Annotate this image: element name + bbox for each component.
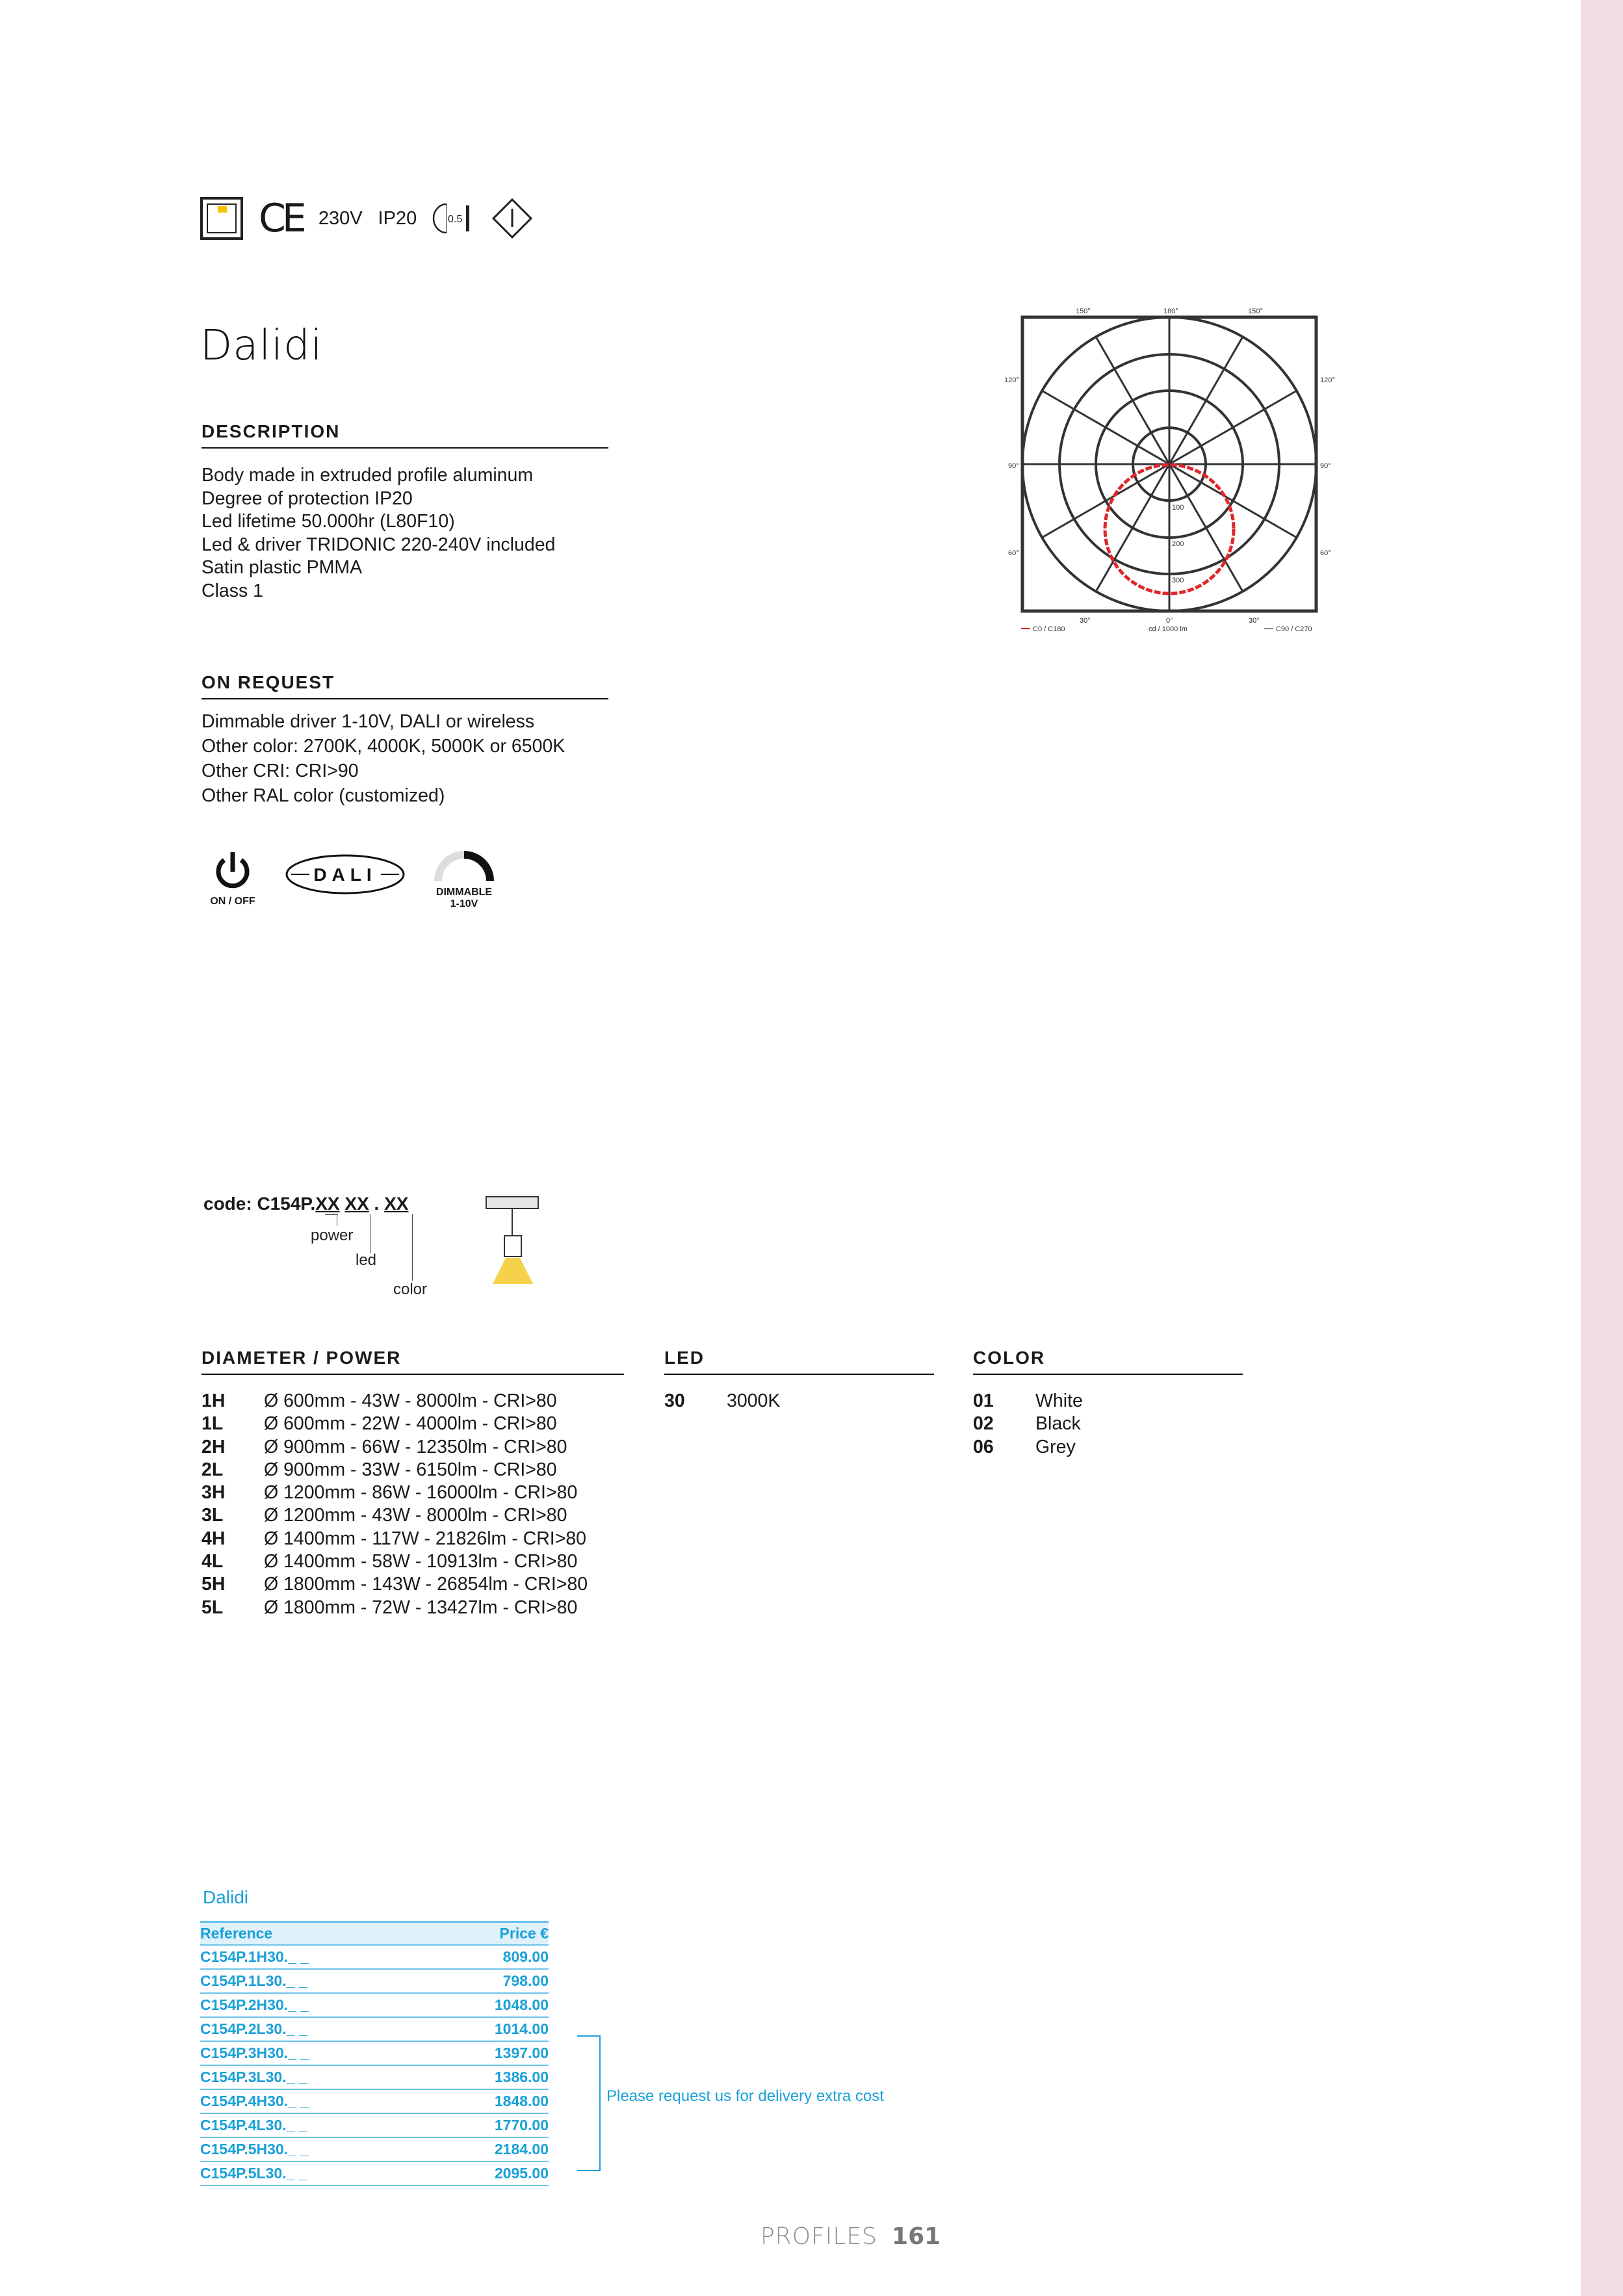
option-desc: Ø 1400mm - 117W - 21826lm - CRI>80 bbox=[264, 1528, 587, 1549]
dimmable-label: DIMMABLE bbox=[435, 887, 493, 898]
option-desc: Ø 1800mm - 72W - 13427lm - CRI>80 bbox=[264, 1597, 578, 1618]
option-desc: Grey bbox=[1035, 1436, 1076, 1457]
pendant-lamp-icon bbox=[481, 1193, 543, 1287]
option-desc: Ø 1200mm - 86W - 16000lm - CRI>80 bbox=[264, 1482, 578, 1504]
reference-cell: C154P.4H30._ _ bbox=[200, 2089, 433, 2113]
legend-right: C90 / C270 bbox=[1276, 625, 1312, 633]
price-list-title: Dalidi bbox=[203, 1887, 249, 1907]
legend-center: cd / 1000 lm bbox=[1149, 625, 1188, 633]
list-item bbox=[201, 1550, 588, 1573]
reference-cell: C154P.5L30._ _ bbox=[200, 2161, 433, 2185]
price-cell: 1014.00 bbox=[433, 2017, 549, 2041]
description-line: Led lifetime 50.000hr (L80F10) bbox=[201, 511, 455, 532]
option-code: 4H bbox=[201, 1528, 226, 1549]
on-request-line: Other RAL color (customized) bbox=[201, 785, 445, 806]
ring-label: 100 bbox=[1172, 504, 1184, 512]
option-desc: Ø 600mm - 43W - 8000lm - CRI>80 bbox=[264, 1390, 557, 1411]
reference-cell: C154P.3H30._ _ bbox=[200, 2041, 433, 2065]
price-cell: 1848.00 bbox=[433, 2089, 549, 2113]
table-row bbox=[200, 2065, 549, 2089]
table-row bbox=[200, 2017, 549, 2041]
list-item bbox=[201, 1504, 588, 1527]
table-row bbox=[200, 2089, 549, 2113]
angle-label: 180° bbox=[1163, 307, 1178, 315]
list-item bbox=[201, 1481, 588, 1504]
code-separator: . bbox=[374, 1194, 380, 1214]
page-footer bbox=[760, 2223, 941, 2250]
table-row bbox=[200, 2113, 549, 2137]
list-item bbox=[201, 1390, 588, 1413]
reference-cell: C154P.5H30._ _ bbox=[200, 2137, 433, 2161]
page-number: 161 bbox=[892, 2223, 941, 2250]
list-item bbox=[201, 1459, 588, 1481]
price-cell: 2095.00 bbox=[433, 2161, 549, 2185]
table-row bbox=[200, 2137, 549, 2161]
product-code bbox=[203, 1194, 408, 1214]
luminaire-class-icon bbox=[200, 197, 243, 240]
led-list bbox=[664, 1390, 780, 1413]
color-list bbox=[973, 1390, 1083, 1459]
dali-option bbox=[285, 847, 406, 898]
description-line: Satin plastic PMMA bbox=[201, 557, 363, 578]
code-power-placeholder: XX bbox=[315, 1194, 340, 1214]
option-code: 1L bbox=[201, 1413, 224, 1435]
angle-label: 60° bbox=[1008, 549, 1019, 557]
list-item bbox=[201, 1436, 588, 1459]
description-heading: DESCRIPTION bbox=[201, 421, 608, 449]
angle-label: 30° bbox=[1249, 617, 1260, 625]
delivery-note: Please request us for delivery extra cost bbox=[606, 2087, 884, 2105]
section-name: PROFILES bbox=[760, 2223, 878, 2250]
option-code: 2L bbox=[201, 1459, 224, 1480]
dimmable-voltage-label: 1-10V bbox=[450, 898, 478, 909]
table-row bbox=[200, 1993, 549, 2017]
dali-label: DALI bbox=[313, 865, 377, 885]
list-item bbox=[973, 1390, 1083, 1413]
description-list bbox=[201, 464, 555, 603]
table-row bbox=[200, 1969, 549, 1993]
polar-light-distribution-chart bbox=[1004, 306, 1342, 637]
delivery-bracket bbox=[577, 2035, 601, 2171]
price-cell: 809.00 bbox=[433, 1945, 549, 1969]
price-cell: 798.00 bbox=[433, 1969, 549, 1993]
option-code: 2H bbox=[201, 1436, 226, 1457]
option-desc: Ø 1400mm - 58W - 10913lm - CRI>80 bbox=[264, 1551, 578, 1572]
reference-cell: C154P.4L30._ _ bbox=[200, 2113, 433, 2137]
angle-label: 60° bbox=[1320, 549, 1331, 557]
option-code: 3L bbox=[201, 1505, 224, 1526]
list-item bbox=[973, 1436, 1083, 1459]
option-code: 02 bbox=[973, 1413, 994, 1435]
angle-label: 90° bbox=[1320, 462, 1331, 470]
option-desc: Ø 900mm - 66W - 12350lm - CRI>80 bbox=[264, 1436, 567, 1457]
angle-label: 0° bbox=[1166, 617, 1173, 625]
price-cell: 1386.00 bbox=[433, 2065, 549, 2089]
table-row bbox=[200, 2041, 549, 2065]
description-line: Led & driver TRIDONIC 220-240V included bbox=[201, 534, 556, 555]
direct-light-icon bbox=[491, 197, 534, 240]
list-item bbox=[201, 1597, 588, 1619]
angle-label: 90° bbox=[1008, 462, 1019, 470]
ce-mark-icon: CE bbox=[259, 196, 303, 241]
angle-label: 150° bbox=[1248, 307, 1263, 315]
option-code: 30 bbox=[664, 1390, 685, 1411]
ring-label: 200 bbox=[1172, 540, 1184, 548]
reference-cell: C154P.1H30._ _ bbox=[200, 1945, 433, 1969]
distance-value: 0.5 bbox=[448, 214, 463, 225]
option-desc: Ø 1200mm - 43W - 8000lm - CRI>80 bbox=[264, 1505, 567, 1526]
option-desc: Ø 1800mm - 143W - 26854lm - CRI>80 bbox=[264, 1574, 588, 1595]
code-power-label: power bbox=[311, 1227, 354, 1244]
description-line: Class 1 bbox=[201, 580, 264, 601]
option-code: 1H bbox=[201, 1390, 226, 1411]
dali-logo-icon bbox=[285, 854, 406, 895]
option-code: 5L bbox=[201, 1597, 224, 1618]
led-heading: LED bbox=[664, 1348, 934, 1375]
option-code: 4L bbox=[201, 1551, 224, 1572]
option-desc: Black bbox=[1035, 1413, 1081, 1435]
description-line: Body made in extruded profile aluminum bbox=[201, 465, 534, 486]
voltage-label: 230V bbox=[318, 207, 363, 229]
option-desc: 3000K bbox=[727, 1390, 781, 1411]
option-desc: Ø 600mm - 22W - 4000lm - CRI>80 bbox=[264, 1413, 557, 1435]
price-cell: 1770.00 bbox=[433, 2113, 549, 2137]
code-color-label: color bbox=[393, 1281, 428, 1298]
price-cell: 1397.00 bbox=[433, 2041, 549, 2065]
option-code: 3H bbox=[201, 1482, 226, 1504]
price-table bbox=[200, 1921, 549, 2186]
dimmable-option bbox=[432, 847, 497, 910]
on-request-heading: ON REQUEST bbox=[201, 672, 608, 699]
code-prefix: code: C154P. bbox=[203, 1194, 316, 1214]
ip-rating-label: IP20 bbox=[378, 207, 417, 229]
control-options bbox=[207, 847, 497, 910]
ring-label: 300 bbox=[1172, 577, 1184, 584]
reference-column-header: Reference bbox=[200, 1922, 433, 1946]
distance-icon bbox=[432, 199, 475, 238]
angle-label: 120° bbox=[1004, 376, 1019, 384]
code-led-label: led bbox=[356, 1251, 377, 1269]
certification-row bbox=[200, 195, 534, 242]
list-item bbox=[201, 1573, 588, 1596]
product-title: Dalidi bbox=[200, 322, 323, 370]
option-code: 5H bbox=[201, 1574, 226, 1595]
page-edge-band bbox=[1581, 0, 1623, 2296]
diameter-power-heading: DIAMETER / POWER bbox=[201, 1348, 624, 1375]
reference-cell: C154P.2L30._ _ bbox=[200, 2017, 433, 2041]
power-icon bbox=[207, 847, 259, 893]
on-request-line: Other color: 2700K, 4000K, 5000K or 6500K bbox=[201, 736, 565, 757]
table-header-row bbox=[200, 1922, 549, 1946]
option-code: 06 bbox=[973, 1436, 994, 1457]
angle-label: 30° bbox=[1080, 617, 1091, 625]
code-color-placeholder: XX bbox=[384, 1194, 409, 1214]
list-item bbox=[973, 1413, 1083, 1435]
list-item bbox=[201, 1528, 588, 1550]
color-heading: COLOR bbox=[973, 1348, 1243, 1375]
on-request-line: Dimmable driver 1-10V, DALI or wireless bbox=[201, 711, 535, 732]
price-cell: 2184.00 bbox=[433, 2137, 549, 2161]
list-item bbox=[664, 1390, 780, 1413]
option-code: 01 bbox=[973, 1390, 994, 1411]
onoff-label: ON / OFF bbox=[210, 896, 255, 907]
diameter-power-list bbox=[201, 1390, 588, 1619]
description-line: Degree of protection IP20 bbox=[201, 488, 413, 509]
angle-label: 120° bbox=[1320, 376, 1335, 384]
on-request-list bbox=[201, 709, 565, 808]
option-desc: White bbox=[1035, 1390, 1083, 1411]
table-row bbox=[200, 1945, 549, 1969]
reference-cell: C154P.1L30._ _ bbox=[200, 1969, 433, 1993]
table-row bbox=[200, 2161, 549, 2185]
option-desc: Ø 900mm - 33W - 6150lm - CRI>80 bbox=[264, 1459, 557, 1480]
price-cell: 1048.00 bbox=[433, 1993, 549, 2017]
list-item bbox=[201, 1413, 588, 1435]
dimmer-icon bbox=[432, 847, 497, 883]
price-column-header: Price € bbox=[433, 1922, 549, 1946]
reference-cell: C154P.3L30._ _ bbox=[200, 2065, 433, 2089]
angle-label: 150° bbox=[1076, 307, 1091, 315]
onoff-option bbox=[207, 847, 259, 907]
reference-cell: C154P.2H30._ _ bbox=[200, 1993, 433, 2017]
code-led-placeholder: XX bbox=[344, 1194, 369, 1214]
on-request-line: Other CRI: CRI>90 bbox=[201, 761, 359, 781]
legend-left: C0 / C180 bbox=[1033, 625, 1065, 633]
